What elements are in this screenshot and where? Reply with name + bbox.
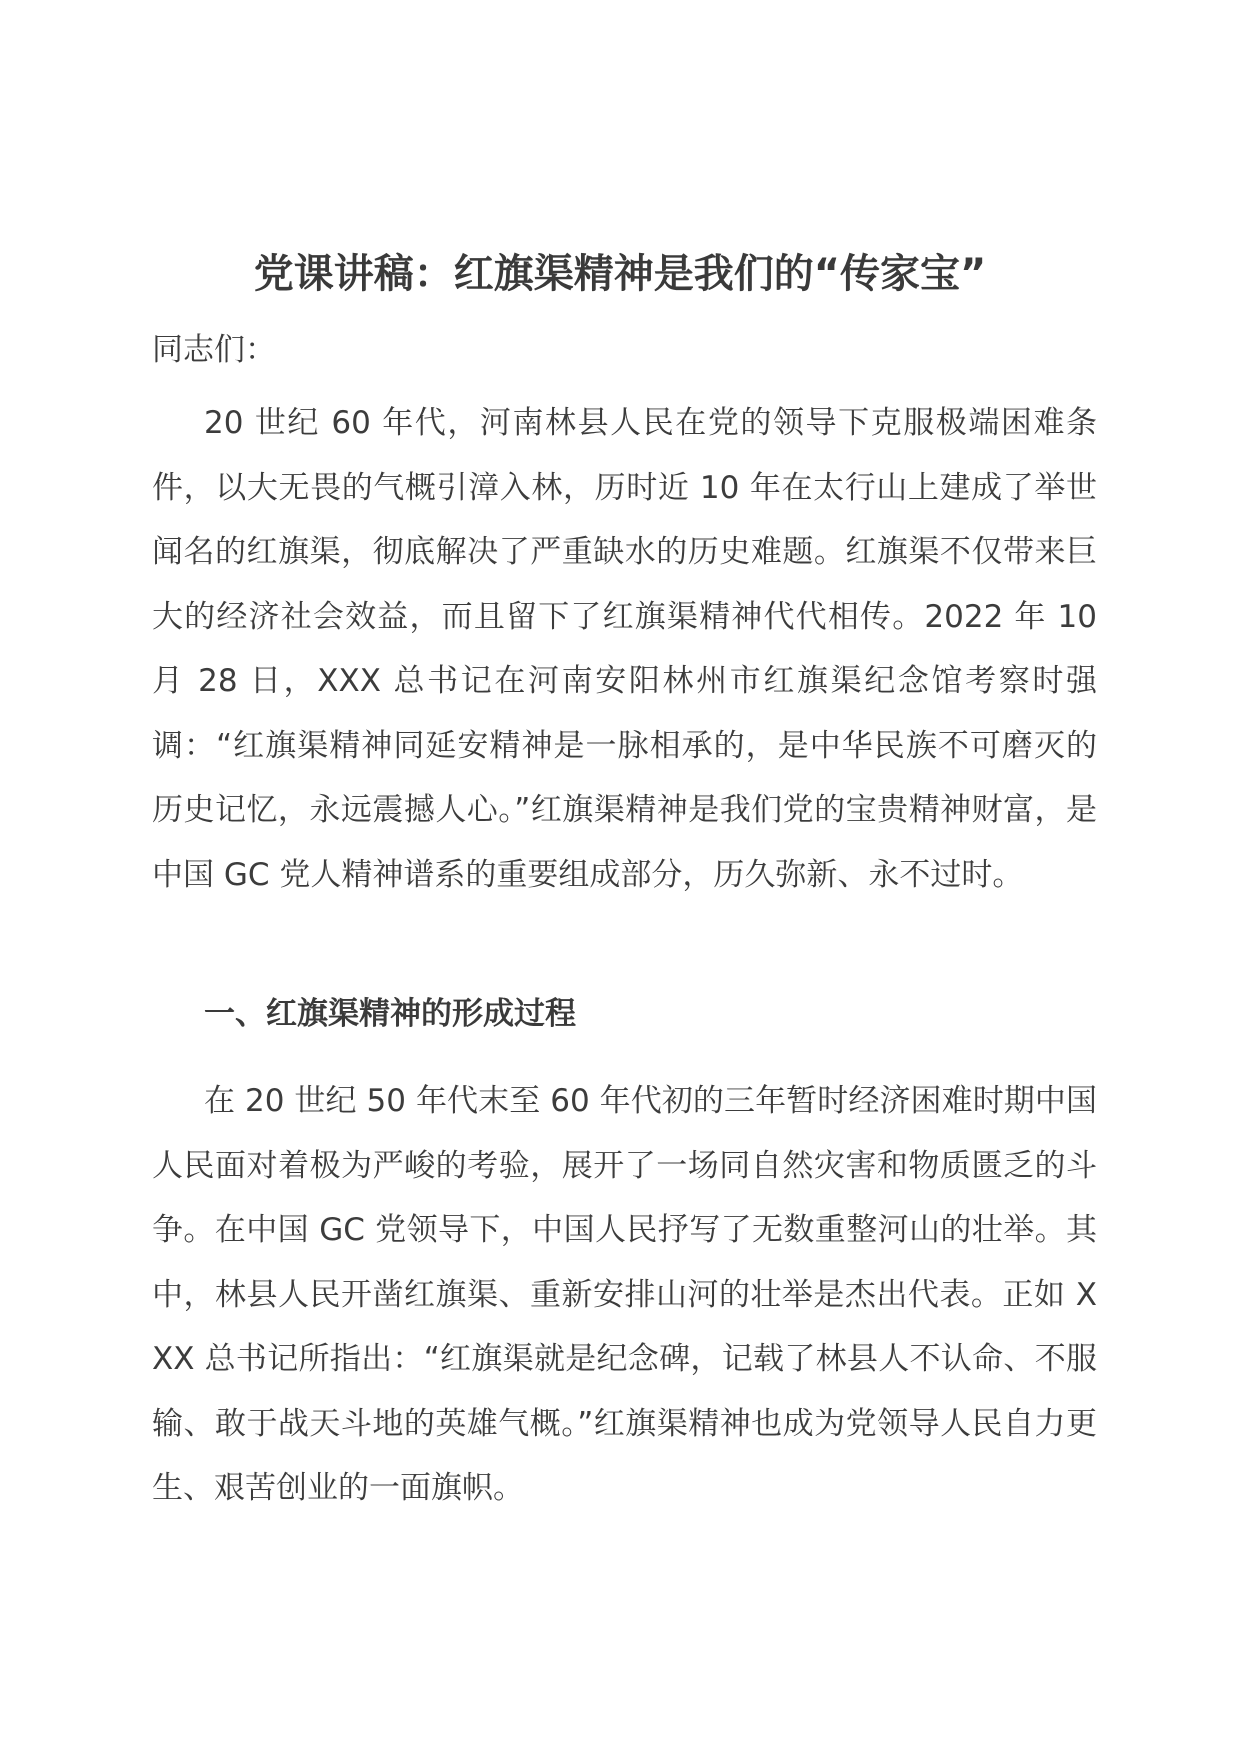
paragraph-2: 在 20 世纪 50 年代末至 60 年代初的三年暂时经济困难时期中国人民面对着极为严峻的考验，展开了一场同自然灾害和物质匮乏的斗争。在中国 GC 党领导下，中国人民抒写了无数重整河山的壮举。其中，林县人民开凿红旗渠、重新安排山河的壮举是杰出代表。正如 XXX 总书记所指出：“红旗渠就是纪念碑，记载了林县人不认命、不服输、敢于战天斗地的英雄气概。”红旗渠精神也成为党领导人民自力更生、艰苦创业的一面旗帜。 <box>152 1083 1097 1506</box>
section-heading-1: 一、红旗渠精神的形成过程 <box>204 996 576 1032</box>
document-title: 党课讲稿：红旗渠精神是我们的“传家宝” <box>253 251 987 297</box>
salutation: 同志们： <box>152 332 276 368</box>
paragraph-1: 20 世纪 60 年代，河南林县人民在党的领导下克服极端困难条件，以大无畏的气概引漳入林，历时近 10 年在太行山上建成了举世闻名的红旗渠，彻底解决了严重缺水的历史难题。红旗渠不仅带来巨大的经济社会效益，而且留下了红旗渠精神代代相传。2022 年 10 月 28 日，XXX 总书记在河南安阳林州市红旗渠纪念馆考察时强调：“红旗渠精神同延安精神是一脉相承的，是中华民族不可磨灭的历史记忆，永远震撼人心。”红旗渠精神是我们党的宝贵精神财富，是中国 GC 党人精神谱系的重要组成部分，历久弥新、永不过时。 <box>152 405 1097 893</box>
